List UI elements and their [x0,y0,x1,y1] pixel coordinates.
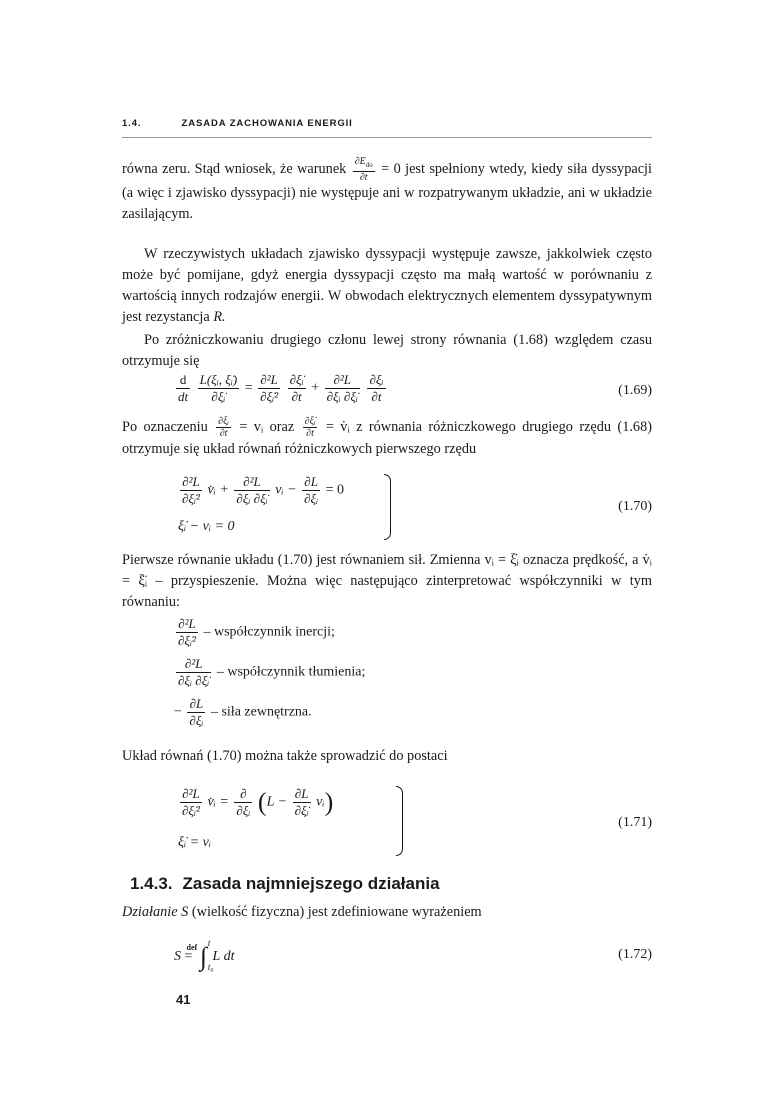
p1-text-c: dyssypacji (a więc i zjawisko dyssypacji) nie występuje ani w rozpatrywanym układzie, ani w układzie zasilającym. [122,160,652,222]
paragraph-2: W rzeczywistych układach zjawisko dyssypacji występuje zawsze, jakkolwiek często może być pomijane, gdyż energia dyssypacji często ma małą wartość w porównaniu z wartością innych rodzajów energii. W obwodach elektrycznych elementem dyssypatywnym jest rezystancja R. [122,246,652,325]
coefficient-damping: $\frac{\text{∂²L}}{\text{∂ξᵢ ∂ξ̇ᵢ}}$ – współczynnik tłumienia; [178,656,366,688]
p1-derivative: $\frac{\partial E_{do}}{\partial t}$ [354,156,373,183]
right-brace [384,474,391,540]
p1-text-b: = 0 jest spełniony wtedy, kiedy siła [381,160,588,177]
paragraph-5: Pierwsze równanie układu (1.70) jest równaniem sił. Zmienna vᵢ = ξ̇ᵢ oznacza prędkość, a v̇ᵢ = ξ̈ᵢ – przyspieszenie. Można więc następująco zinterpretować współczynniki w tym równaniu: [122,552,652,610]
equation-1-69: $\frac{d}{dt}$ $\frac{\text{L(ξᵢ, ξ̇ᵢ)}}{\text{∂ξ̇ᵢ}}$ = $\frac{\text{∂²L}}{\text{∂ξ̇ᵢ²}}$ $\frac{\text{∂ξ̇ᵢ}}{\partial t}$ + $\frac{\text{∂²L}}{\text{∂ξᵢ ∂ξ̇ᵢ}}$ $\frac{\text{∂ξᵢ}}{\partial t}$ (1.69) [178,372,652,404]
paragraph-4: Po oznaczeniu $\frac{\text{∂ξᵢ}}{\partial t}$ = vᵢ oraz $\frac{\text{∂ξ̇ᵢ}}{\partial t}$ = v̇ᵢ z równania różniczkowego drugiego rzędu (1.68) otrzymuje się układ równań różniczkowych pierwszego rzędu [122,416,652,457]
coefficient-inertia: $\frac{\text{∂²L}}{\text{∂ξ̇ᵢ²}}$ – współczynnik inercji; [178,616,335,648]
paragraph-6: Układ równań (1.70) można także sprowadzić do postaci [122,748,448,764]
paragraph-3: Po zróżniczkowaniu drugiego członu lewej strony równania (1.68) względem czasu otrzymuje się [122,332,652,369]
equation-number: (1.71) [618,815,652,830]
equation-1-70: $\frac{\text{∂²L}}{\text{∂ξ̇ᵢ²}}$ v̇ᵢ + $\frac{\text{∂²L}}{\text{∂ξᵢ ∂ξ̇ᵢ}}$ vᵢ − $\frac{\partial L}{\text{∂ξᵢ}}$ = 0 ξ̇ᵢ − vᵢ = 0 (1.70) [122,474,652,540]
header-section-number: 1.4. [122,118,142,129]
equation-number: (1.70) [618,499,652,514]
right-brace [396,786,403,856]
equation-number: (1.69) [618,383,652,398]
p1-text-a: równa zeru. Stąd wniosek, że warunek [122,160,347,177]
coefficient-list [122,616,652,726]
action-term: Działanie S [122,904,189,920]
running-header [122,118,652,138]
header-title: ZASADA ZACHOWANIA ENERGII [181,118,353,129]
equation-1-71: $\frac{\text{∂²L}}{\text{∂ξ̇ᵢ²}}$ v̇ᵢ = $\frac{\partial}{\text{∂ξᵢ}}$ (L − $\frac{\partial L}{\text{∂ξ̇ᵢ}}$ vᵢ) ξ̇ᵢ = vᵢ (1.71) [122,786,652,856]
page-number: 41 [176,992,191,1007]
paragraph-7: Działanie S (wielkość fizyczna) jest zdefiniowane wyrażeniem [122,904,482,920]
subsection-heading: 1.4.3. Zasada najmniejszego działania [130,874,440,893]
integral-sign: ∫ t t₀ [199,938,214,972]
coefficient-force: − $\frac{\partial L}{\text{∂ξᵢ}}$ – siła zewnętrzna. [174,696,312,728]
equation-number: (1.72) [618,947,652,962]
equation-1-72: S def = ∫ t t₀ L dt (1.72) [174,938,652,972]
paragraph-1 [122,156,652,225]
resistance-symbol: R. [213,309,226,325]
